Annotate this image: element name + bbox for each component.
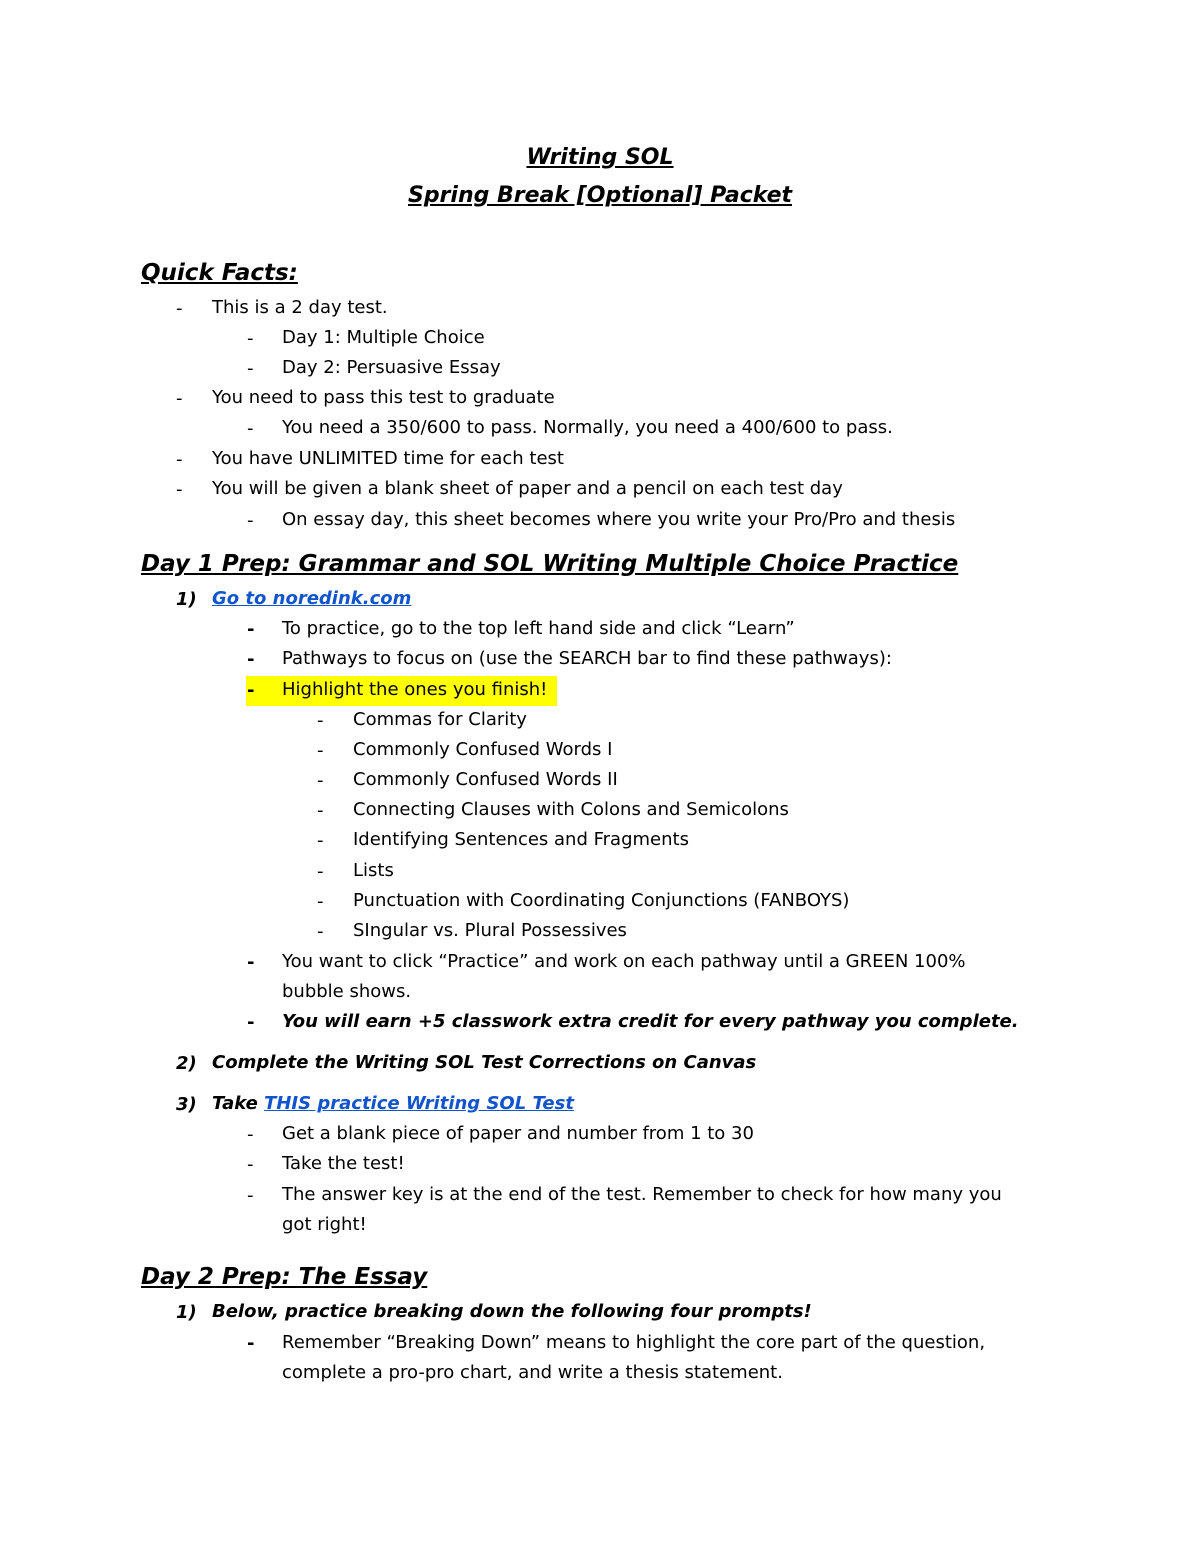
list-item: To practice, go to the top left hand side and click “Learn” [282,618,795,639]
list-item: Get a blank piece of paper and number from 1 to 30 [282,1123,754,1144]
bullet-dash: - [247,680,255,701]
bullet-dash: - [176,298,183,319]
noredink-link[interactable]: Go to noredink.com [212,588,412,609]
step-number: 3) [176,1094,197,1115]
list-item-continuation: got right! [282,1214,367,1235]
pathway-item: Commonly Confused Words II [353,769,618,790]
quick-facts-heading: Quick Facts: [141,260,298,286]
step-number: 1) [176,589,197,610]
list-item: On essay day, this sheet becomes where you write your Pro/Pro and thesis [282,509,956,530]
bullet-dash: - [247,1124,254,1145]
list-item: Day 2: Persuasive Essay [282,357,501,378]
bullet-dash: - [247,952,255,973]
pathway-item: Connecting Clauses with Colons and Semicolons [353,799,789,820]
practice-test-link[interactable]: THIS practice Writing SOL Test [264,1093,574,1114]
bullet-dash: - [247,510,254,531]
step-text [212,1093,574,1115]
bullet-dash: - [247,328,254,349]
bullet-dash: - [247,619,255,640]
bullet-dash: - [247,418,254,439]
bullet-dash: - [247,649,255,670]
pathway-item: Identifying Sentences and Fragments [353,829,689,850]
list-item-continuation: bubble shows. [282,981,412,1002]
bullet-dash: - [247,1185,254,1206]
bullet-dash: - [317,891,324,912]
pathway-item: Commonly Confused Words I [353,739,613,760]
pathway-item: Lists [353,860,394,881]
bullet-dash: - [247,1154,254,1175]
highlighted-item: Highlight the ones you finish! [282,679,548,700]
bullet-dash: - [317,770,324,791]
bullet-dash: - [247,358,254,379]
list-item: You will be given a blank sheet of paper and a pencil on each test day [212,478,843,499]
step-number: 2) [176,1053,197,1074]
bullet-dash: - [317,861,324,882]
bullet-dash: - [317,921,324,942]
extra-credit-note: You will earn +5 classwork extra credit for every pathway you complete. [282,1011,1019,1032]
bullet-dash: - [317,710,324,731]
step-text: Complete the Writing SOL Test Corrections on Canvas [212,1052,757,1073]
list-item: You want to click “Practice” and work on each pathway until a GREEN 100% [282,951,966,972]
bullet-dash: - [317,830,324,851]
day1-heading: Day 1 Prep: Grammar and SOL Writing Multiple Choice Practice [141,551,959,577]
list-item: You have UNLIMITED time for each test [212,448,564,469]
pathway-item: Punctuation with Coordinating Conjunctions (FANBOYS) [353,890,850,911]
list-item: The answer key is at the end of the test. Remember to check for how many you [282,1184,1002,1205]
bullet-dash: - [317,740,324,761]
list-item-continuation: complete a pro-pro chart, and write a thesis statement. [282,1362,783,1383]
list-item: Pathways to focus on (use the SEARCH bar to find these pathways): [282,648,892,669]
list-item: Remember “Breaking Down” means to highlight the core part of the question, [282,1332,986,1353]
bullet-dash: - [317,800,324,821]
step-text: Below, practice breaking down the following four prompts! [212,1301,812,1322]
step-prefix: Take [212,1093,265,1114]
list-item: You need to pass this test to graduate [212,387,555,408]
bullet-dash: - [247,1333,255,1354]
list-item: This is a 2 day test. [212,297,388,318]
pathway-item: Commas for Clarity [353,709,527,730]
document-subtitle: Spring Break [Optional] Packet [407,183,793,208]
day2-heading: Day 2 Prep: The Essay [141,1264,428,1290]
bullet-dash: - [176,449,183,470]
pathway-item: SIngular vs. Plural Possessives [353,920,627,941]
list-item: You need a 350/600 to pass. Normally, you need a 400/600 to pass. [282,417,893,438]
bullet-dash: - [176,479,183,500]
bullet-dash: - [176,388,183,409]
bullet-dash: - [247,1012,255,1033]
list-item: Take the test! [282,1153,405,1174]
list-item: Day 1: Multiple Choice [282,327,485,348]
step-number: 1) [176,1302,197,1323]
document-title: Writing SOL [526,145,674,170]
